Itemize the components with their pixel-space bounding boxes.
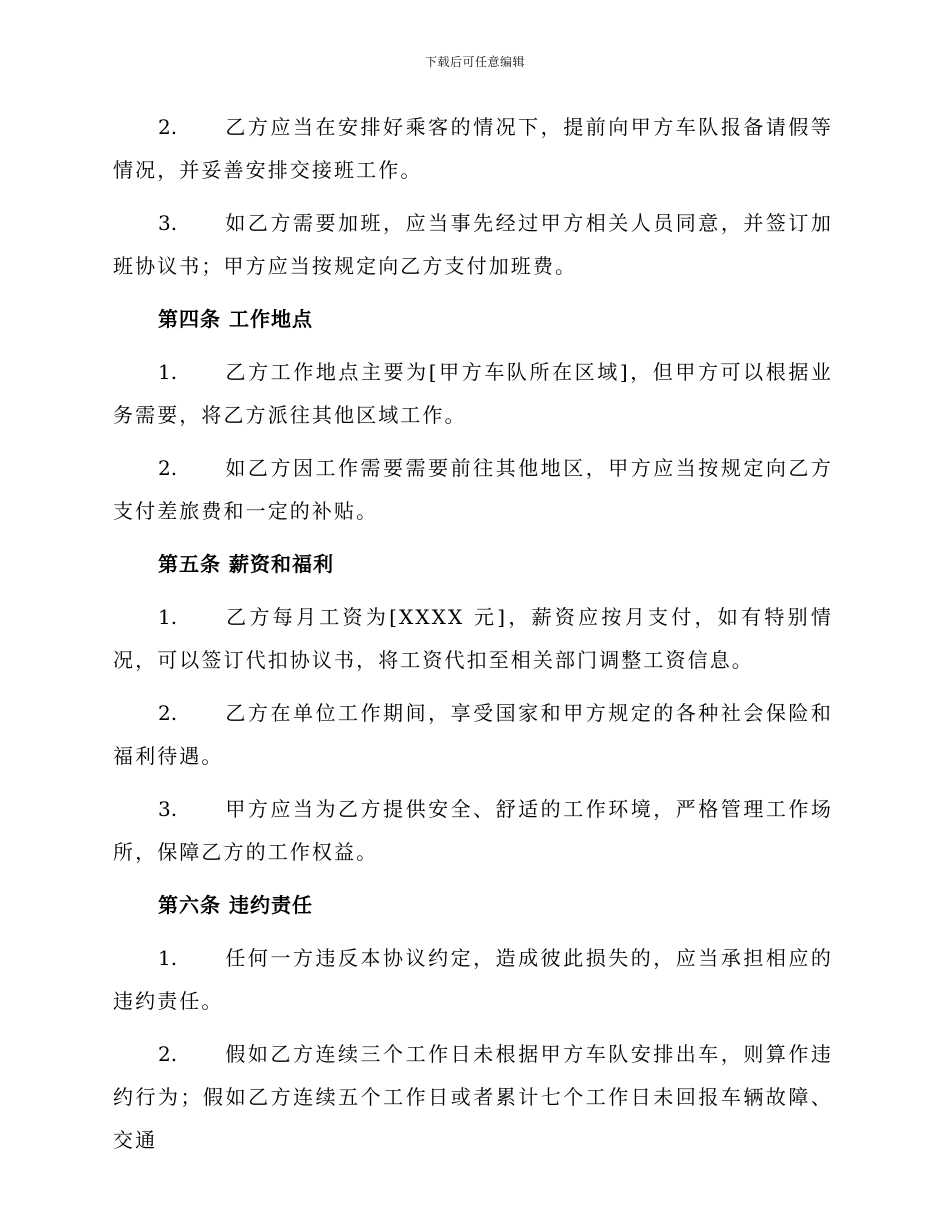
item-text: 如乙方需要加班，应当事先经过甲方相关人员同意，并签订加班协议书；甲方应当按规定向乙方支付加班费。 <box>113 211 833 278</box>
clause-item <box>113 351 833 437</box>
section-heading: 第四条 工作地点 <box>158 307 313 331</box>
clause-item <box>113 1033 833 1162</box>
clause-item <box>113 202 833 288</box>
item-text: 乙方工作地点主要为[甲方车队所在区域]，但甲方可以根据业务需要，将乙方派往其他区域工作。 <box>113 360 833 427</box>
clause-item <box>113 788 833 874</box>
item-number: 1. <box>158 946 178 970</box>
clause-item <box>113 596 833 682</box>
item-text: 甲方应当为乙方提供安全、舒适的工作环境，严格管理工作场所，保障乙方的工作权益。 <box>113 797 833 864</box>
item-number: 1. <box>158 605 178 629</box>
item-number: 2. <box>158 456 178 480</box>
item-number: 2. <box>158 1042 178 1066</box>
item-text: 乙方每月工资为[XXXX 元]，薪资应按月支付，如有特别情况，可以签订代扣协议书，将工资代扣至相关部门调整工资信息。 <box>113 605 833 672</box>
clause-item <box>113 937 833 1023</box>
document-body <box>113 106 833 1172</box>
item-text: 乙方在单位工作期间，享受国家和甲方规定的各种社会保险和福利待遇。 <box>113 701 833 768</box>
item-number: 3. <box>158 211 178 235</box>
clause-item <box>113 106 833 192</box>
clause-item <box>113 447 833 533</box>
item-text: 乙方应当在安排好乘客的情况下，提前向甲方车队报备请假等情况，并妥善安排交接班工作。 <box>113 115 833 182</box>
item-number: 1. <box>158 360 178 384</box>
page-header: 下载后可任意编辑 <box>424 55 525 69</box>
item-number: 2. <box>158 701 178 725</box>
item-text: 假如乙方连续三个工作日未根据甲方车队安排出车，则算作违约行为；假如乙方连续五个工作日或者累计七个工作日未回报车辆故障、交通 <box>113 1042 833 1152</box>
item-number: 3. <box>158 797 178 821</box>
section-heading: 第五条 薪资和福利 <box>158 552 334 576</box>
item-number: 2. <box>158 115 178 139</box>
section-heading: 第六条 违约责任 <box>158 893 313 917</box>
clause-item <box>113 692 833 778</box>
item-text: 任何一方违反本协议约定，造成彼此损失的，应当承担相应的违约责任。 <box>113 946 833 1013</box>
item-text: 如乙方因工作需要需要前往其他地区，甲方应当按规定向乙方支付差旅费和一定的补贴。 <box>113 456 833 523</box>
